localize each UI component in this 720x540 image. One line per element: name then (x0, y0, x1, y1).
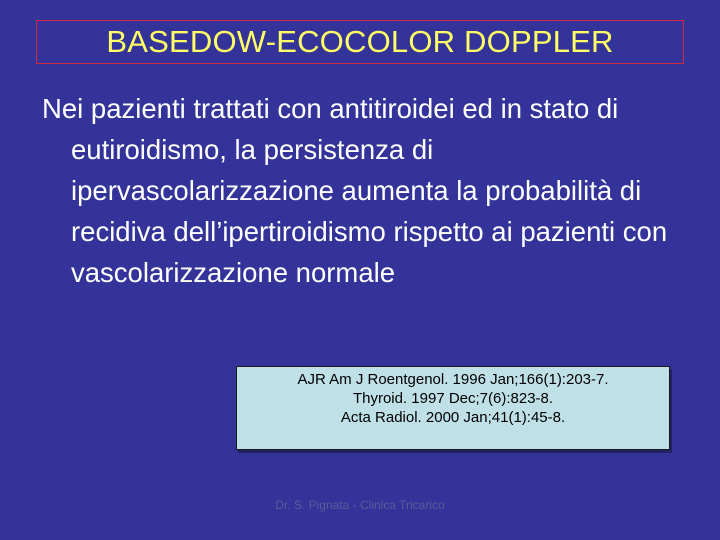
slide-footer: Dr. S. Pignata - Clinica Tricarico (275, 498, 445, 512)
slide-title-box (36, 20, 684, 64)
slide-body-text: Nei pazienti trattati con antitiroidei ed in stato di eutiroidismo, la persistenza di ipervascolarizzazione aumenta la probabilità di recidiva dell’ipertiroidismo rispetto ai pazienti con vascolarizzazione normale (42, 93, 668, 288)
reference-line: Thyroid. 1997 Dec;7(6):823-8. (352, 390, 554, 407)
references-box (236, 366, 670, 450)
reference-line: AJR Am J Roentgenol. 1996 Jan;166(1):203-7. (297, 371, 609, 388)
slide-title: BASEDOW-ECOCOLOR DOPPLER (106, 24, 614, 59)
reference-line: Acta Radiol. 2000 Jan;41(1):45-8. (340, 409, 566, 426)
